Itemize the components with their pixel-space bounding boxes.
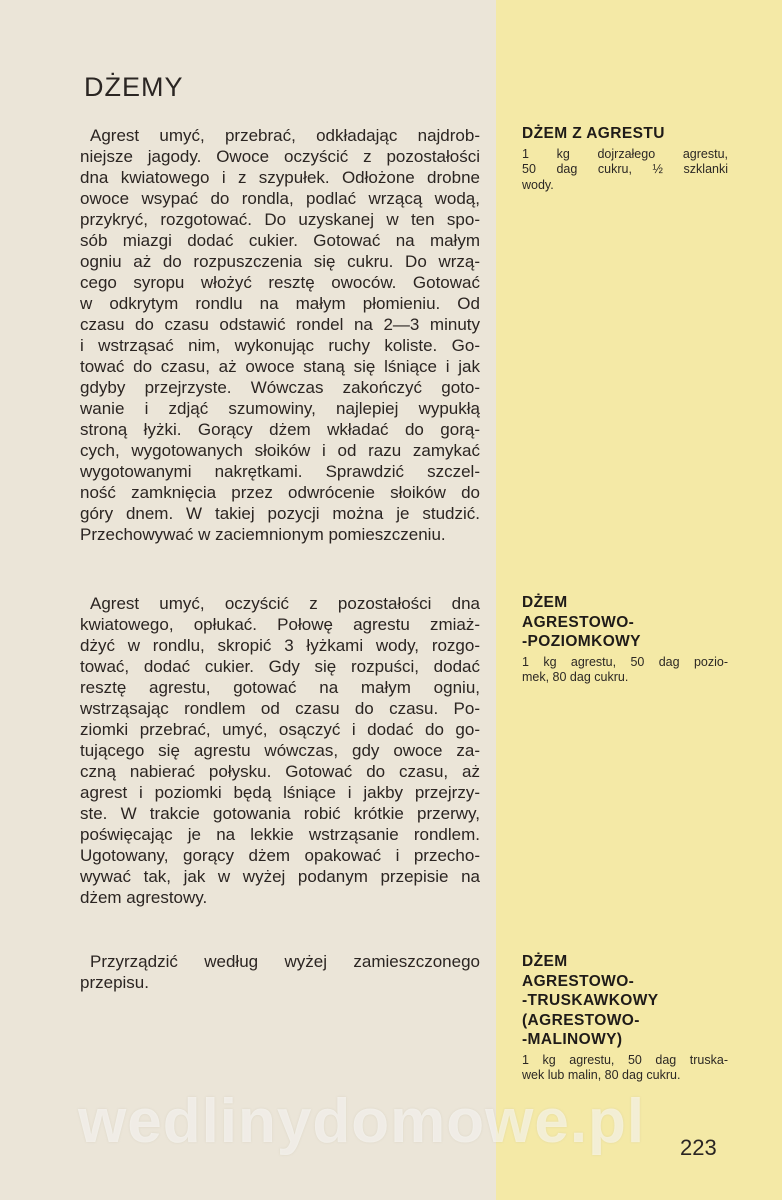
text-line: wstrząsając rondlem od czasu do czasu. Po-	[80, 699, 480, 718]
text-line: poświęcając je na lekkie wstrząsanie rondlem.	[80, 825, 480, 844]
text-line: wanie i zdjąć szumowiny, najlepiej wypukłą	[80, 399, 480, 418]
text-line: czną nabierać połysku. Gotować do czasu, aż	[80, 762, 480, 781]
text-line: ogniu aż do rozpuszczenia się cukru. Do wrzą-	[80, 252, 480, 271]
text-line: dżyć w rondlu, skropić 3 łyżkami wody, rozgo-	[80, 636, 480, 655]
recipe-title	[522, 593, 728, 652]
text-line: resztę agrestu, gotować na małym ogniu,	[80, 678, 480, 697]
text-line: Przyrządzić według wyżej zamieszczonego	[90, 952, 480, 971]
text-line: kwiatowego, opłukać. Połowę agrestu zmiaż-	[80, 615, 480, 634]
recipe-title-line: AGRESTOWO-	[522, 613, 635, 631]
recipe-ingredients	[522, 1053, 728, 1084]
text-line: dna kwiatowego i z szypułek. Odłożone drobne	[80, 168, 480, 187]
recipe-title-line: DŻEM Z AGRESTU	[522, 125, 665, 142]
recipe-ingredient-line: 1 kg agrestu, 50 dag truska-	[522, 1052, 728, 1067]
recipe-title	[522, 952, 728, 1050]
recipe-title-line: -MALINOWY)	[522, 1031, 623, 1048]
recipe-ingredient-line: 1 kg agrestu, 50 dag pozio-	[522, 654, 728, 669]
text-line: tującego się agrestu wówczas, gdy owoce za-	[80, 741, 480, 760]
text-line: wywać tak, jak w wyżej podanym przepisie na	[80, 867, 480, 886]
recipe-title-line: (AGRESTOWO-	[522, 1011, 640, 1029]
recipe-instructions-gooseberry-wild-strawberry-jam	[80, 593, 480, 908]
text-line: wygotowanymi nakrętkami. Sprawdzić szczel-	[80, 462, 480, 481]
text-line: dżem agrestowy.	[80, 888, 208, 907]
page-heading: DŻEMY	[84, 72, 184, 102]
text-line: cego syropu włożyć resztę owoców. Gotować	[80, 273, 480, 292]
text-line: tować, dodać cukier. Gdy się rozpuści, dodać	[80, 657, 480, 676]
text-line: Agrest umyć, przebrać, odkładając najdrob-	[90, 126, 480, 145]
watermark: wedlinydomowe.pl	[78, 1087, 646, 1156]
recipe-ingredient-line: wody.	[522, 177, 554, 192]
recipe-title-line: AGRESTOWO-	[522, 972, 635, 990]
text-line: Przechowywać w zaciemnionym pomieszczeniu.	[80, 525, 446, 544]
text-line: Ugotowany, gorący dżem opakować i przecho-	[80, 846, 480, 865]
text-line: ziomki przebrać, umyć, osączyć i dodać do go-	[80, 720, 480, 739]
recipe-box-gooseberry-jam	[522, 124, 728, 193]
text-line: czasu do czasu odstawić rondel na 2—3 minuty	[80, 315, 480, 334]
text-line: cych, wygotowanych słoików i od razu zamykać	[80, 441, 480, 460]
recipe-ingredient-line: mek, 80 dag cukru.	[522, 670, 629, 684]
text-line: przykryć, rozgotować. Do uzyskanej w ten spo-	[80, 210, 480, 229]
recipe-title-line: -POZIOMKOWY	[522, 633, 641, 650]
recipe-ingredient-line: 50 dag cukru, ½ szklanki	[522, 162, 728, 176]
recipe-instructions-gooseberry-strawberry-jam	[80, 951, 480, 993]
text-line: agrest i poziomki będą lśniące i jakby przejrzy-	[80, 783, 480, 802]
text-line: Agrest umyć, oczyścić z pozostałości dna	[90, 594, 480, 613]
page-number: 223	[680, 1135, 717, 1160]
text-line: ność zamknięcia przez odwrócenie słoików do	[80, 483, 480, 502]
text-line: ste. W trakcie gotowania robić krótkie przerwy,	[80, 804, 480, 823]
text-line: w odkrytym rondlu na małym płomieniu. Od	[80, 294, 480, 313]
recipe-title-line: DŻEM	[522, 953, 568, 970]
text-line: góry dnem. W takiej pozycji można je studzić.	[80, 504, 480, 523]
text-line: niejsze jagody. Owoce oczyścić z pozostałości	[80, 147, 480, 166]
recipe-box-gooseberry-wild-strawberry-jam	[522, 593, 728, 686]
text-line: i wstrząsać nim, wykonując ruchy koliste. Go-	[80, 336, 480, 355]
text-line: tować do czasu, aż owoce staną się lśniące i jak	[80, 357, 480, 376]
text-line: stroną łyżki. Gorący dżem wkładać do gorą-	[80, 420, 480, 439]
recipe-title-line: -TRUSKAWKOWY	[522, 992, 659, 1009]
recipe-ingredients	[522, 655, 728, 686]
text-line: gdyby przejrzyste. Wówczas zakończyć goto-	[80, 378, 480, 397]
recipe-box-gooseberry-strawberry-jam	[522, 952, 728, 1084]
recipe-instructions-gooseberry-jam	[80, 125, 480, 545]
recipe-title	[522, 124, 728, 144]
recipe-ingredient-line: wek lub malin, 80 dag cukru.	[522, 1068, 681, 1082]
recipe-title-line: DŻEM	[522, 594, 568, 611]
recipe-ingredient-line: 1 kg dojrzałego agrestu,	[522, 146, 728, 161]
text-line: przepisu.	[80, 973, 149, 992]
recipe-ingredients	[522, 147, 728, 194]
text-line: sób miazgi dodać cukier. Gotować na małym	[80, 231, 480, 250]
text-line: owoce wsypać do rondla, podlać wrzącą wodą,	[80, 189, 480, 208]
